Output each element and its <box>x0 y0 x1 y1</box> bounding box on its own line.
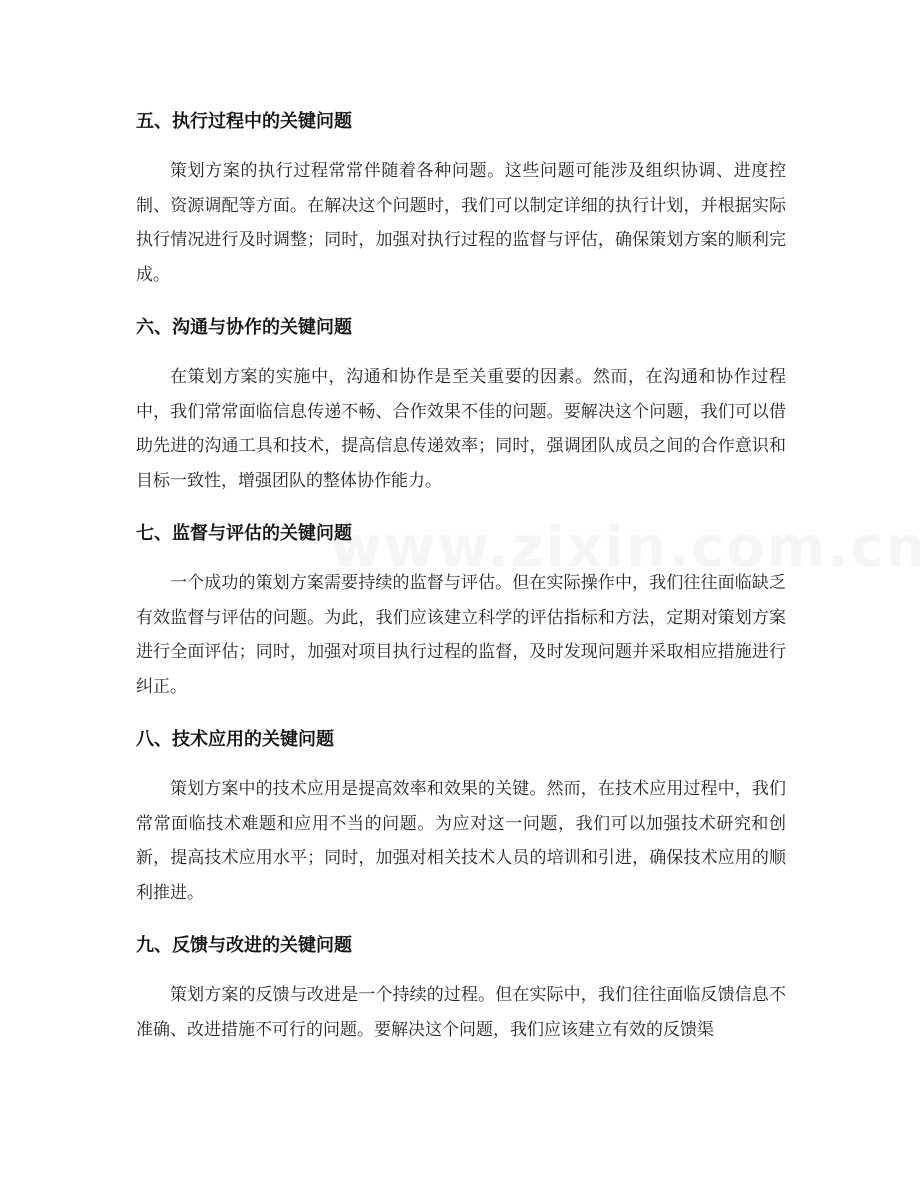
section-paragraph-9: 策划方案的反馈与改进是一个持续的过程。但在实际中，我们往往面临反馈信息不准确、改进措施不可行的问题。要解决这个问题，我们应该建立有效的反馈渠 <box>136 985 786 1040</box>
section-paragraph-5: 策划方案的执行过程常常伴随着各种问题。这些问题可能涉及组织协调、进度控制、资源调配等方面。在解决这个问题时，我们可以制定详细的执行计划，并根据实际执行情况进行及时调整；同时，加强对执行过程的监督与评估，确保策划方案的顺利完成。 <box>136 161 786 285</box>
section-heading-5: 五、执行过程中的关键问题 <box>136 111 352 132</box>
section-heading-8: 八、技术应用的关键问题 <box>136 729 334 750</box>
document-body <box>136 104 786 1065</box>
section-heading-6: 六、沟通与协作的关键问题 <box>136 317 352 338</box>
section-paragraph-8: 策划方案中的技术应用是提高效率和效果的关键。然而，在技术应用过程中，我们常常面临技术难题和应用不当的问题。为应对这一问题，我们可以加强技术研究和创新，提高技术应用水平；同时，加强对相关技术人员的培训和引进，确保技术应用的顺利推进。 <box>136 779 786 903</box>
section-heading-7: 七、监督与评估的关键问题 <box>136 523 352 544</box>
section-paragraph-6: 在策划方案的实施中，沟通和协作是至关重要的因素。然而，在沟通和协作过程中，我们常常面临信息传递不畅、合作效果不佳的问题。要解决这个问题，我们可以借助先进的沟通工具和技术，提高信息传递效率；同时，强调团队成员之间的合作意识和目标一致性，增强团队的整体协作能力。 <box>136 367 786 491</box>
section-heading-9: 九、反馈与改进的关键问题 <box>136 935 352 956</box>
section-paragraph-7: 一个成功的策划方案需要持续的监督与评估。但在实际操作中，我们往往面临缺乏有效监督与评估的问题。为此，我们应该建立科学的评估指标和方法，定期对策划方案进行全面评估；同时，加强对项目执行过程的监督，及时发现问题并采取相应措施进行纠正。 <box>136 573 786 697</box>
